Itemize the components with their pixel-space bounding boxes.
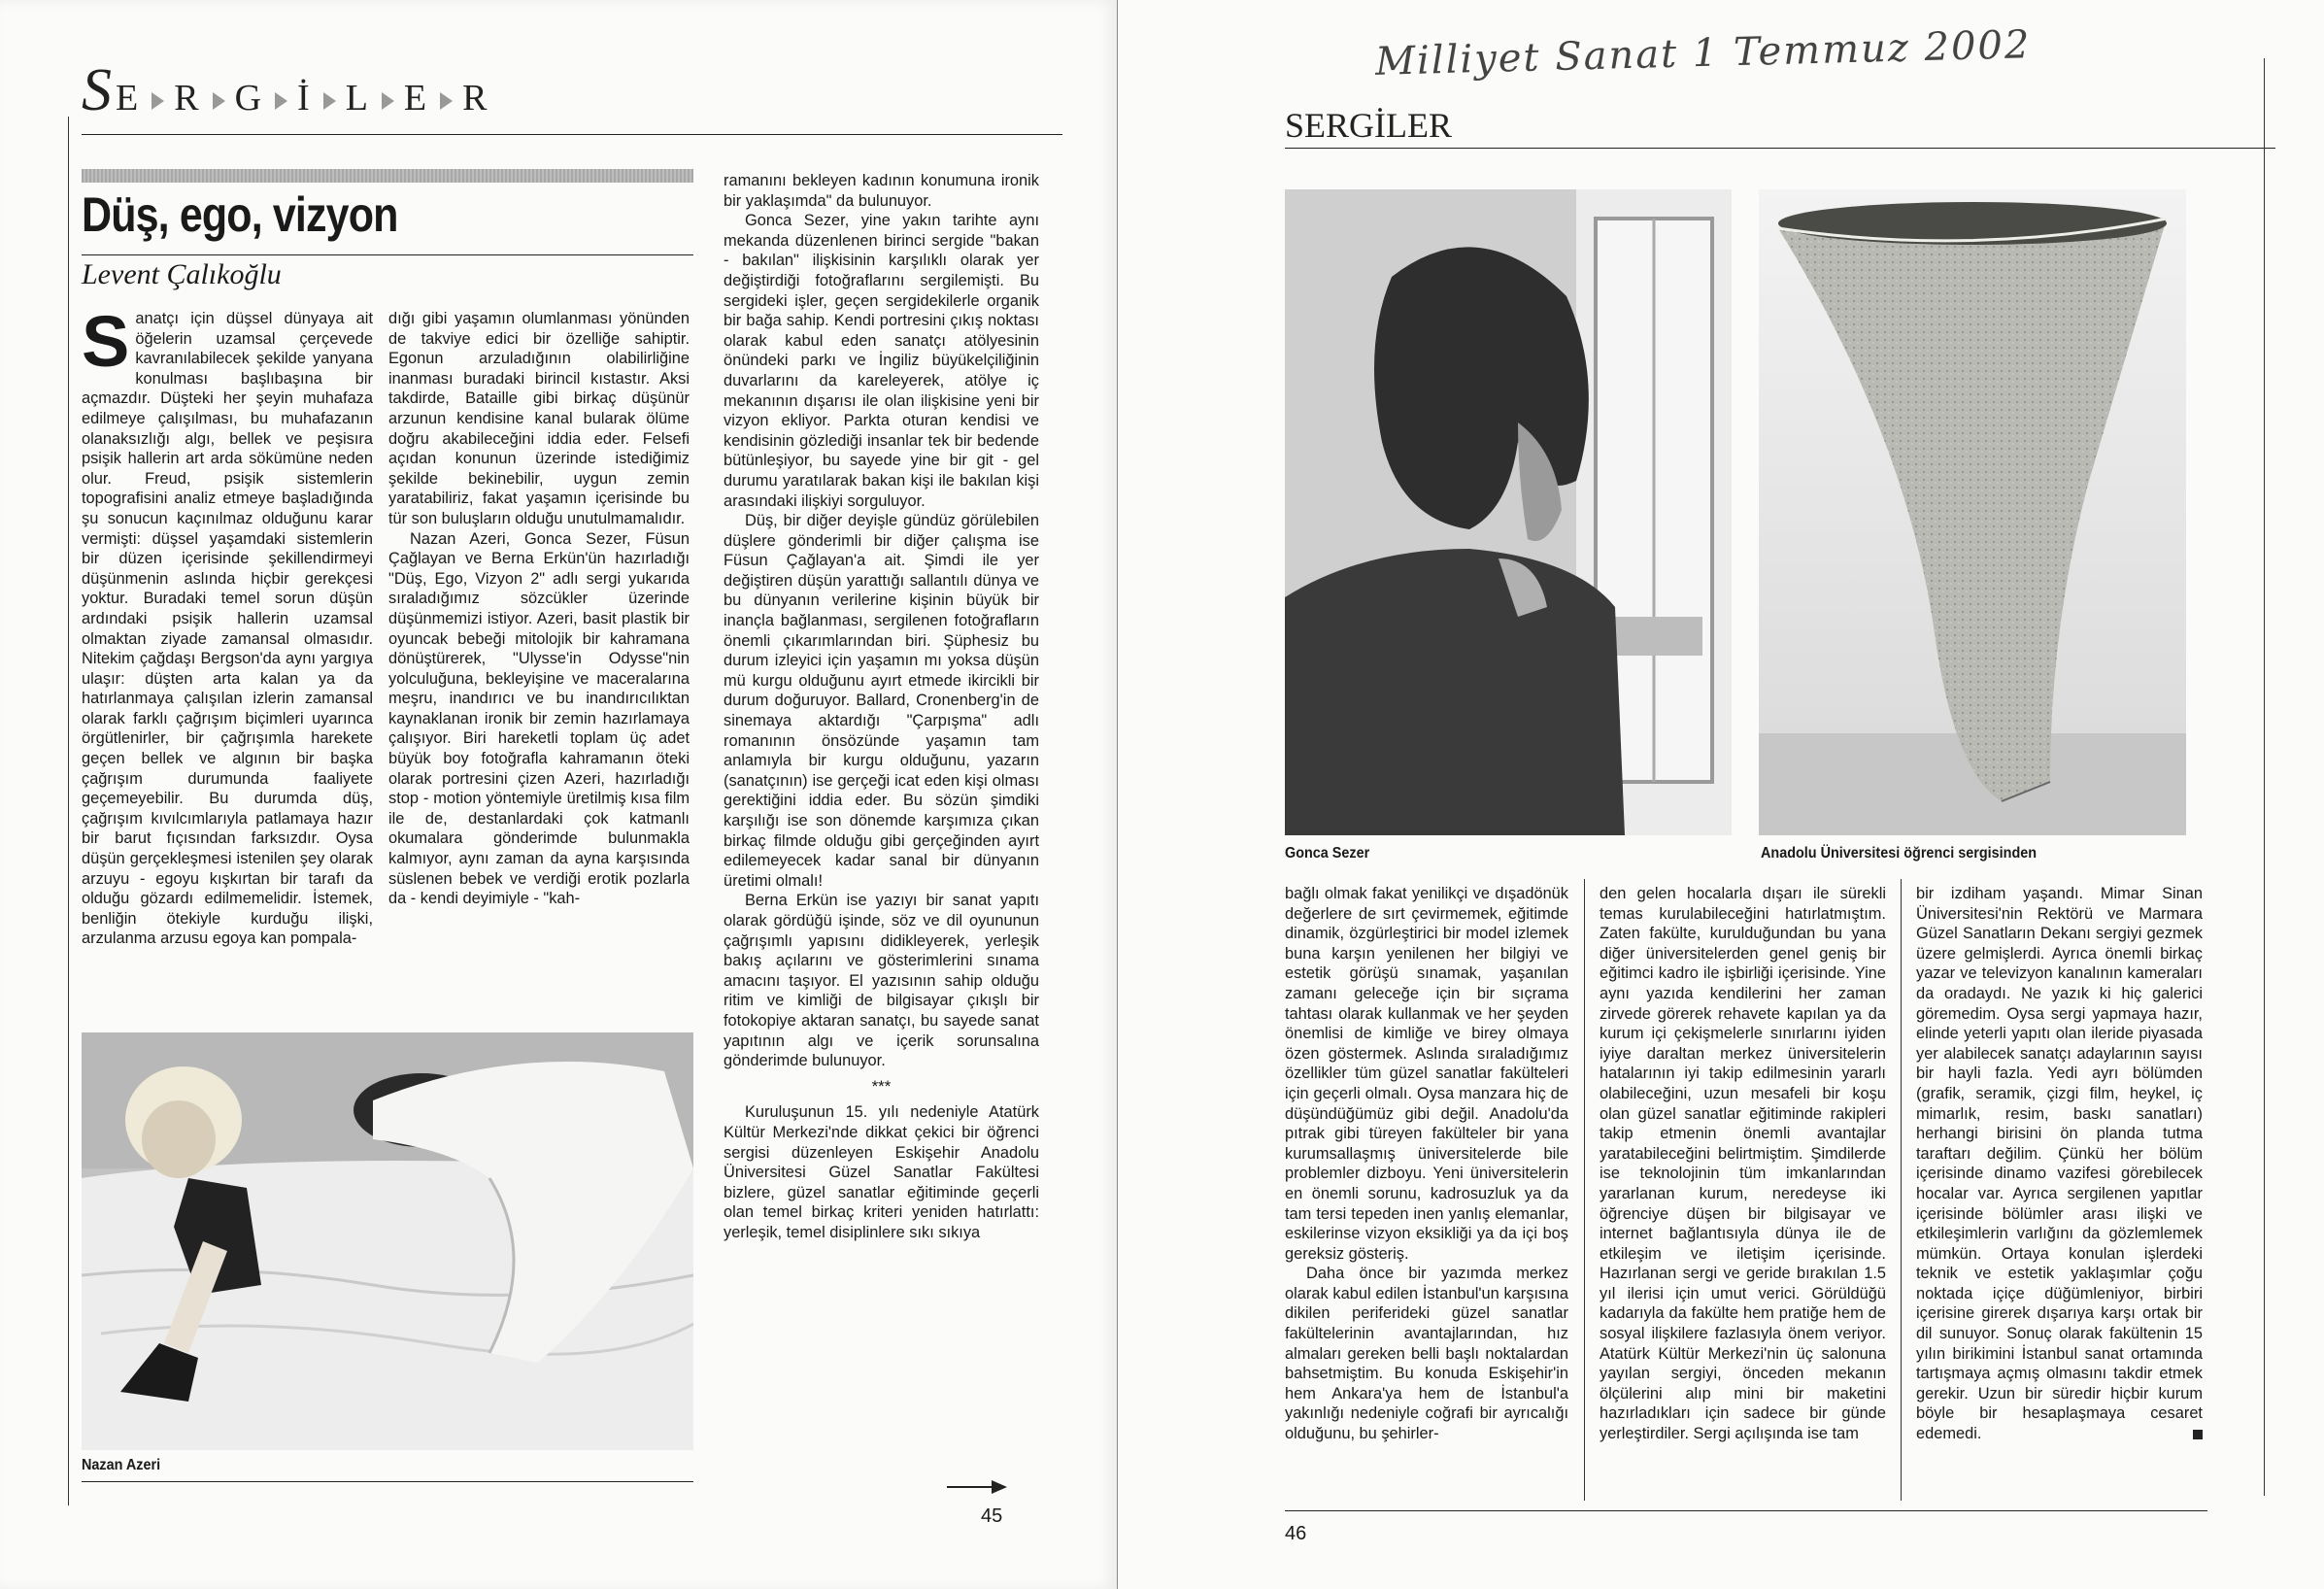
paragraph: Düş, bir diğer deyişle gündüz görülebilen düşlere gönderimli bir diğer çalışma ise Füsun Çağlayan'a ait. Şimdi ile yer değiştiren düşün yarattığı sallantılı dünya ve bu dünyanın verilerine kişinin büyük bir inançla bağlanması, sergilenen fotoğrafların önemli çıkarımlarından biri. Şüphesiz bu durum izleyici için yaşamın mı yoksa düşün mü kurgu olduğunu ayırt etmede ikircikli bir durum doğuruyor. Ballard, Cronenberg'in de sinemaya aktardığı "Çarpışma" adlı romanının önsözünde yaşamın tam anlamıyla bir kurgu olduğunu, yazarın (sanatçının) ise gerçeği icat eden kişi olması gerektiğini iddia eder. Bu sözün şimdiki karşılığı ise son dönemde karşımıza çıkan birkaç filmde olduğu gibi gerçeğinden ayırt edilemeyecek kadar sanal bir dünyanın üretimi olmalı! bbox=[724, 512, 1039, 890]
photo-caption: Nazan Azeri bbox=[82, 1457, 161, 1473]
header-rule bbox=[1285, 148, 2275, 149]
article-byline: Levent Çalıkoğlu bbox=[82, 258, 282, 290]
section-letter: R bbox=[174, 78, 203, 118]
article-column-2 bbox=[1600, 884, 1886, 1444]
column-divider bbox=[1901, 879, 1902, 1501]
left-page bbox=[0, 0, 1117, 1589]
section-letter: R bbox=[462, 78, 491, 118]
paragraph: Berna Erkün ise yazıyı bir sanat yapıtı olarak gördüğü işinde, söz ve dil oyununun çağrışımlı yapısını didikleyerek, yerleşik bakış açılarını ve gösterimlerini sınama amacını taşıyor. El yazısının sahip olduğu ritim ve kimliği de bilgisayar çıkışlı bir fotokopiye aktaran sanatçı, bu sayede sanat yapıtının algı ve içerik sorunsalına gönderimde bulunuyor. bbox=[724, 892, 1039, 1070]
article-column-1 bbox=[82, 301, 373, 949]
photo-nazan-azeri bbox=[82, 1032, 693, 1450]
photo-illustration bbox=[1285, 189, 1732, 835]
drop-cap: S bbox=[82, 301, 130, 382]
column-text: anatçı için düşsel dünyaya ait öğelerin uzamsal çerçevede kavranılabilecek şekilde yanyana konulması başlıbaşına bir açmazdır. Düşteki her şeyin muhafaza edilmeye çalışılması, bu muhafazanın olanaksızlığı algı, bellek ve peşisıra psişik hallerin art arda sökümüne neden olur. Freud, psişik sistemlerin topografisini analiz etmeye başladığında şu sonucun kaçınılmaz olduğunu karar vermişti: düşsel yaşamdaki sistemlerin bir düzen içerisinde şekillendirmeyi düşünmenin aslında hiçbir gerekçesi yoktur. Buradaki temel sorun düşün ardındaki psişik hallerin uzamsal olmaktan ziyade zamansal olmasıdır. Nitekim çağdaşı Bergson'da aynı yargıya ulaşır: düşten arta kalan ya da hatırlanmaya çalışılan izlerin zamansal olarak farklı çağrışım biçimleri uyarınca örgütlenirler, bir çağrışımla harekete geçen bellek ve algının bir başka çağrışım durumunda faaliyete geçemeyebilir. Bu durumda düş, çağrışım kıvılcımlarıyla patlamaya hazır bir barut fıçısından farksızdır. Oysa düşün gerçekleşmesi istenilen şey olarak arzuyu - egoyu kışkırtan bir tarafı da olduğu gözardı edilmemelidir. İstemek, benliğin ötekiyle kurduğu ilişki, arzulanma arzusu egoya kan pompala- bbox=[82, 310, 373, 948]
headline-rule bbox=[82, 254, 693, 255]
continuation-arrow-icon bbox=[947, 1486, 1005, 1488]
paragraph: bağlı olmak fakat yenilikçi ve dışadönük değerlere de sırt çevirmemek, eğitimde dinamik, özgürleştirici bir model izlemek buna karşın yenilenen her bilgiyi ve estetik görüşü sınamak, yaşanılan zamanı geleceğe için bir sıçrama tahtası olarak kullanmak ve her şeyden önemlisi de kimliğe ve birey olmaya özen göstermek. Aslında sıraladığımız özellikler tüm güzel sanatlar fakülteleri için geçerli olmalı. Oysa manzara hiç de düşündüğümüz gibi değil. Anadolu'da pıtrak gibi türeyen fakülteler bir yana kurumsallaşmış üniversitelerde bile problemler dizboyu. Yeni üniversitelerin en önemli sorunu, kadrosuzluk ya da tam tersi tepeden inen yanlış elemanlar, eskilerinse vizyon eksikliği ya da içi boş gereksiz gösteriş. bbox=[1285, 885, 1568, 1263]
section-letter: E bbox=[116, 78, 143, 118]
photo-illustration bbox=[82, 1032, 693, 1450]
paragraph bbox=[1916, 884, 2203, 1444]
section-arrow-icon bbox=[275, 92, 287, 110]
header-rule bbox=[82, 134, 1062, 135]
photo-caption-left: Gonca Sezer bbox=[1285, 845, 1370, 862]
photo-gonca-sezer bbox=[1285, 189, 1732, 835]
section-arrow-icon bbox=[152, 92, 164, 110]
photo-caption-right: Anadolu Üniversitesi öğrenci sergisinden bbox=[1761, 845, 2038, 862]
column-divider bbox=[1584, 879, 1585, 1501]
end-of-article-icon bbox=[2193, 1430, 2203, 1439]
section-header: SERGİLER bbox=[1285, 106, 1453, 145]
paragraph: ramanını bekleyen kadının konumuna ironik bir yaklaşımda" da bulunuyor. bbox=[724, 172, 1039, 210]
article-column-1 bbox=[1285, 884, 1568, 1444]
section-header-initial: S bbox=[82, 57, 116, 123]
caption-rule bbox=[82, 1481, 693, 1482]
margin-rule bbox=[2264, 58, 2265, 1496]
photo-ceramic-vessel bbox=[1759, 189, 2186, 835]
article-column-3 bbox=[1916, 884, 2203, 1444]
article-headline: Düş, ego, vizyon bbox=[82, 187, 398, 242]
section-letter: İ bbox=[297, 78, 314, 118]
paragraph: Kuruluşunun 15. yılı nedeniyle Atatürk Kültür Merkezi'nde dikkat çekici bir öğrenci sergisi düzenleyen Eskişehir Anadolu Üniversitesi Güzel Sanatlar Fakültesi bizlere, güzel sanatlar eğitiminde geçerli olan temel birkaç kriteri yeniden hatırlattı: yerleşik, temel disiplinlere sıkı sıkıya bbox=[724, 1103, 1039, 1241]
paragraph: dığı gibi yaşamın olumlanması yönünden de takviye edici bir özelliğe sahiptir. Egonun arzuladığının olabilirliğine inanması buradaki birincil kıstastır. Aksi takdirde, Bataille gibi birkaç düşünür arzunun kendisine kanal bularak ölüme doğru akabileceğini iddia eder. Felsefi açıdan konunun üzerinde istediğimiz şekilde bekinebilir, uygun zemin yaratabiliriz, fakat yaşamın içerisinde bu tür son buluşların olduğu unutulmamalıdır. bbox=[388, 310, 690, 527]
section-separator: *** bbox=[871, 1076, 892, 1096]
margin-rule bbox=[68, 117, 69, 1505]
section-letter: L bbox=[345, 78, 372, 118]
section-arrow-icon bbox=[213, 92, 225, 110]
paragraph: Daha önce bir yazımda merkez olarak kabul edilen İstanbul'un karşısına dikilen periferideki güzel sanatlar fakültelerinin avantajlarından, hız almaları gereken belli başlı noktalardan bahsetmiştim. Bu konuda Eskişehir'in hem Ankara'ya hem de İstanbul'a yakınlığı nedeniyle coğrafi bir ayrıcalığı olduğunu, bu şehirler- bbox=[1285, 1265, 1568, 1443]
section-arrow-icon bbox=[440, 92, 453, 110]
page-number: 45 bbox=[981, 1505, 1003, 1527]
paragraph: Nazan Azeri, Gonca Sezer, Füsun Çağlayan ve Berna Erkün'ün hazırladığı "Düş, Ego, Vizyon 2" adlı sergi yukarıda sıraladığımız sözcükler üzerinde düşünmemizi istiyor. Azeri, basit plastik bir oyuncak bebeği mitolojik bir kahramana dönüştürerek, "Ulysse'in Odysse"nin yolculuğuna, bekleyişine ve maceralarına meşru, inandırıcı ve bu inandırıcılıktan kaynaklanan ironik bir zemin hazırlamaya çalışıyor. Biri hareketli toplam üç adet büyük boy fotoğrafla kahramanın öteki olarak portresini çizen Azeri, hazırladığı stop - motion yöntemiyle üretilmiş kısa film ile de, destanlardaki çok katmanlı okumalara gönderimde bulunmakla kalmıyor, aynı zaman da ayna karşısında süslenen bebek ve verdiği erotik pozlarla da - kendi deyimiyle - "kah- bbox=[388, 529, 690, 908]
headline-bar bbox=[82, 169, 693, 183]
section-arrow-icon bbox=[382, 92, 394, 110]
page-number: 46 bbox=[1285, 1523, 1307, 1544]
section-letter: G bbox=[234, 78, 266, 118]
paragraph: Gonca Sezer, yine yakın tarihte aynı mekanda düzenlenen birinci sergide "bakan - bakılan" ilişkisinin karşılıklı olarak yer değiştirdiği fotoğraflarını sergilemişti. Bu sergideki işler, geçen sergidekilerle organik bir bağa sahip. Kendi portresini çıkış noktası olarak kabul eden sanatçı atölyesinin önündeki parkı ve İngiliz büyükelçiliğinin duvarlarını da kareleyerek, atölye iç mekanının dışarısı ile olan ilişkisine yeni bir vizyon ekliyor. Parkta oturan kendisi ve kendisinin gözlediği insanlar tek bir bedende bütünleşiyor, bu sayede yine bir git - gel durumu yaratılarak bakan kişi ile bakılan kişi arasındaki ilişkiyi sorguluyor. bbox=[724, 212, 1039, 510]
section-header bbox=[82, 56, 490, 125]
paragraph-text: bir izdiham yaşandı. Mimar Sinan Üniversitesi'nin Rektörü ve Marmara Güzel Sanatların Dekanı sergiyi gezmek üzere gelmişlerdi. Ayrıca önemli birkaç yazar ve televizyon kanalının kameraları da oradaydı. Ne yazık ki hiç galerici göremedim. Oysa sergi yapmaya hazır, elinde yeterli yapıtı olan ileride piyasada yer alabilecek sanatçı adaylarının sayısı bir hayli fazla. Yedi ayrı bölümden (grafik, seramik, çizgi film, heykel, iç mimarlık, resim, baskı sanatları) herhangi birisini ön planda tutma taraftarı değilim. Çünkü her bölüm içerisinde dinamo vazifesi görebilecek hocalar var. Ayrıca sergilenen yapıtlar içerisinde bölümler arası ilişki ve etkileşimlerin varlığını da gözlemlemek mümkün. Ortaya konulan işlerdeki teknik ve estetik yaklaşımlar çoğu noktada içiçe düğümleniyor, birbiri içerisine girerek dışarıya karşı ortak bir dil sunuyor. Sonuç olarak fakültenin 15 yılın birikimini İstanbul sanat ortamında tartışmaya açmış olmasını takdir etmek gerekir. Uzun bir süredir hiçbir kurum böyle bir hesaplaşmaya cesaret edemedi. bbox=[1916, 885, 2203, 1443]
section-letter: E bbox=[403, 78, 431, 118]
paragraph: den gelen hocalarla dışarı ile sürekli temas kurulabileceğini hatırlatmıştım. Zaten fakülte, kurulduğundan bu yana diğer üniversitelerden genel geniş bir eğitimci kadro ile işbirliği içerisinde. Yine aynı yazıda kendilerini her zaman zirvede görerek rehavete kapılan ya da kurum içi çekişmelerle sınırlarını iyiden iyiye daraltan merkez üniversitelerin hatalarının iyi takip edilmesinin yararlı olabileceğini, uzun mesafeli bir koşu olan güzel sanatlar eğitiminde rakipleri takip etmenin önemli avantajlar yaratabileceğini belirtmiştim. Şimdilerde ise teknolojinin tüm imkanlarından yararlanan kurum, neredeyse iki öğrenciye düşen bir bilgisayar ve internet bağlantısıyla dünya ile de etkileşim ve iletişim içerisinde. Hazırlanan sergi ve geride bırakılan 1.5 yıl ilerisi için umut verici. Görüldüğü kadarıyla da fakülte hem pratiğe hem de sosyal ilişkilere fazlasıyla önem veriyor. Atatürk Kültür Merkezi'nin üç salonuna yayılan sergiyi, önceden mekanın ölçülerini alıp mini bir maketini hazırladıkları için sadece bir günde yerleştirdiler. Sergi açılışında ise tam bbox=[1600, 885, 1886, 1443]
photo-illustration bbox=[1759, 189, 2186, 835]
footer-rule bbox=[1285, 1510, 2207, 1511]
article-column-2 bbox=[388, 309, 690, 909]
right-page bbox=[1117, 0, 2324, 1589]
section-arrow-icon bbox=[323, 92, 336, 110]
article-column-3 bbox=[724, 171, 1039, 1242]
handwritten-note: Milliyet Sanat 1 Temmuz 2002 bbox=[1374, 22, 2032, 85]
